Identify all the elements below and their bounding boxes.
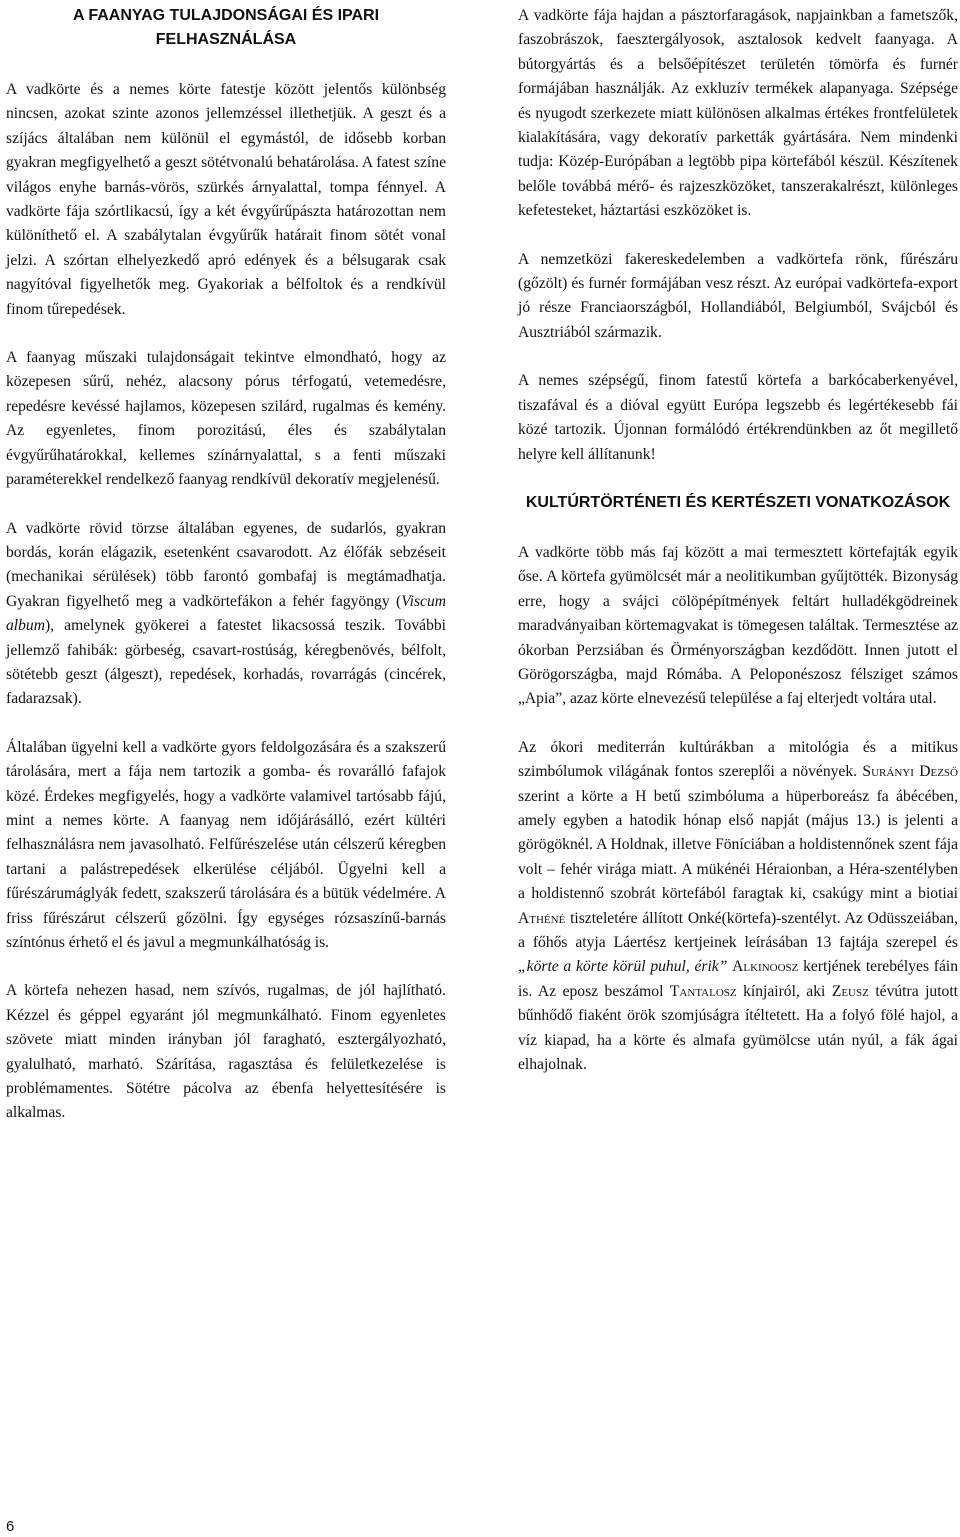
deity-name: Zeusz: [831, 982, 869, 1000]
paragraph: A nemzetközi fakereskedelemben a vadkörtefa rönk, fűrészáru (gőzölt) és furnér formájában vesz részt. Az európai vadkörtefa-export jó része Franciaországból, Hollandiából, Belgiumból, Svájcból és Ausztriából származik.: [518, 250, 958, 341]
paragraph: A vadkörte fája hajdan a pásztorfaragások, napjainkban a fametszők, faszobrászok, faesztergályosok, asztalosok kedvelt faanyaga. A bútorgyártás és a belsőépítészet területén tömörfa és furnér formájában használják. Az exkluzív termékek alapanyaga. Szépsége és nyugodt szerkezete miatt különösen alkalmas értékes frontfelületek kialakítására, vagy dekoratív parketták gyártására. Nem mindenki tudja: Közép-Európában a legtöbb pipa körtefából készül. Készítenek belőle továbbá mérő- és rajzeszközöket, tanszerakalrészt, különleges kefetesteket, háztartási eszközöket is.: [518, 7, 958, 220]
left-column: [6, 4, 446, 1126]
paragraph-text: szerint a körte a H betű szimbóluma a hüperboreász fa ábécében, amely egyben a hatodik hónap első napját (május 13.) is jelenti a görögöknél. A Holdnak, illetve Föníciában a holdistennőnek szent fája volt – fehér virága miatt. A mükénéi Héraionban, a Héra-szentélyben a holdistennő szobrát körtefából faragtak ki, csakúgy mint a biotiai: [518, 787, 958, 903]
character-name: Tantalosz: [669, 982, 737, 1000]
paragraph: A nemes szépségű, finom fatestű körtefa a barkócaberkenyével, tiszafával és a dióval együtt Európa legszebb és legértékesebb fái közé tartozik. Újonnan formálódó értékrendünkben az őt megillető helyre kell állítanunk!: [518, 372, 958, 463]
paragraph-text: kínjairól, aki: [736, 982, 832, 1000]
species-name: Viscum album: [6, 592, 446, 635]
paragraph-text: A vadkörte rövid törzse általában egyenes, de sudarlós, gyakran bordás, korán elágazik, esetenként csavarodott. Az élőfák sebzéseit (mechanikai sérülések) több farontó gombafaj is megtámadhatja. Gyakran figyelhető meg a vadkörtefákon a fehér fagyöngy (: [6, 519, 446, 610]
paragraph-text: kertjének terebélyes fáin is. Az eposz beszámol: [518, 958, 958, 1000]
section-heading-wood-properties: A FAANYAG TULAJDONSÁGAI ÉS IPARI FELHASZNÁLÁSA: [72, 7, 380, 48]
paragraph: A körtefa nehezen hasad, nem szívós, rugalmas, de jól hajlítható. Kézzel és géppel egyaránt jól megmunkálható. Finom egyenletes szövete miatt minden irányban jól faragható, esztergályozható, gyalulható, marható. Szárítása, ragasztása és felületkezelése is problémamentes. Sötétre pácolva az ébenfa helyettesítésére is alkalmas.: [6, 982, 446, 1122]
paragraph: [518, 736, 958, 1078]
author-name: Surányi Dezső: [862, 763, 958, 781]
character-name: Alkinoosz: [732, 958, 799, 976]
paragraph-text: tiszteletére állított Onké(körtefa)-szentélyt. Az Odüsszeiában, a főhős atyja Láertész kertjeinek leírásában 13 fajtája szerepel és: [518, 909, 958, 951]
paragraph-text: ), amelynek gyökerei a fatestet likacsossá teszik. További jellemző fahibák: görbeség, csavart-rostúság, kéregbenövés, bélfolt, sötétebb geszt (álgeszt), repedések, korhadás, rovarrágás (cincérek, fadarazsak).: [6, 617, 446, 708]
quotation: „körte a körte körül puhul, érik”: [518, 958, 728, 976]
right-column: [518, 4, 958, 1077]
paragraph-text: Az ókori mediterrán kultúrákban a mitológia és a mitikus szimbólumok világának fontos szereplői a növények.: [518, 738, 958, 781]
deity-name: Athéné: [518, 909, 566, 927]
page-number: 6: [6, 1518, 15, 1535]
section-heading-cultural-history: KULTÚRTÖRTÉNETI ÉS KERTÉSZETI VONATKOZÁSOK: [525, 493, 951, 511]
paragraph: A vadkörte több más faj között a mai termesztett körtefajták egyik őse. A körtefa gyümölcsét már a neolitikumban gyűjtötték. Bizonyság erre, hogy a svájci cölöpépítmények feltárt hulladékgödreinek maradványaiban körtemagvakat is tömegesen találtak. Termesztése az ókorban Perzsiában és Örményországban kezdődött. Innen jutott el Görögországba, majd Rómába. A Peloponészosz félsziget számos „Apia”, azaz körte elnevezésű települése a faj elterjedt voltára utal.: [518, 543, 958, 708]
paragraph-text: tévútra jutott bűnhődő fiaként örök szomjúságra ítéltetett. Ha a folyó fölé hajol, a víz kiapad, ha a körte és almafa gyümölcse után nyúl, a fák ágai elhajolnak.: [518, 982, 959, 1074]
paragraph: A faanyag műszaki tulajdonságait tekintve elmondható, hogy az közepesen sűrű, nehéz, alacsony pórus térfogatú, vetemedésre, repedésre kevéssé hajlamos, közepesen szilárd, rugalmas és kemény. Az egyenletes, finom porozitású, éles és szabálytalan évgyűrűhatárokkal, kellemes színárnyalattal, s a fenti műszaki paraméterekkel rendelkező faanyag rendkívül dekoratív megjelenésű.: [6, 349, 446, 489]
paragraph: A vadkörte és a nemes körte fatestje között jelentős különbség nincsen, azokat szinte azonos jellemzéssel illethetjük. A geszt és a szíjács általában nem különül el egymástól, de idősebb korban gyakran megfigyelhető a geszt sötétvonalú behatárolása. A fatest színe világos enyhe barnás-vörös, szürkés árnyalattal, tompa fénnyel. A vadkörte fája szórtlikacsú, így a két évgyűrűpászta határozottan nem különíthető el. A szabálytalan évgyűrűk határait finom sötét vonal jelzi. A szórtan elhelyezkedő apró edények és a bélsugarak csak nagyítóval figyelhetők meg. Gyakoriak a bélfoltok és a rendkívül finom tűrepedések.: [6, 81, 446, 318]
paragraph: [6, 517, 446, 712]
paragraph: Általában ügyelni kell a vadkörte gyors feldolgozására és a szakszerű tárolására, mert a fája nem tartozik a gomba- és rovarálló fafajok közé. Érdekes megfigyelés, hogy a vadkörte valamivel tartósabb fájú, mint a nemes körte. A faanyag nem időjárásálló, ezért kültéri felhasználásra nem javasolható. Felfűrészelése után célszerű kéregben tartani a palástrepedések elkerülése céljából. Ügyelni kell a fűrészárumáglyák fedett, szakszerű tárolására és a bütük védelmére. A friss fűrészárut célszerű gőzölni. Így egységes rózsaszínű-barnás színtónus érhető el és javul a megmunkálhatóság is.: [6, 738, 446, 951]
